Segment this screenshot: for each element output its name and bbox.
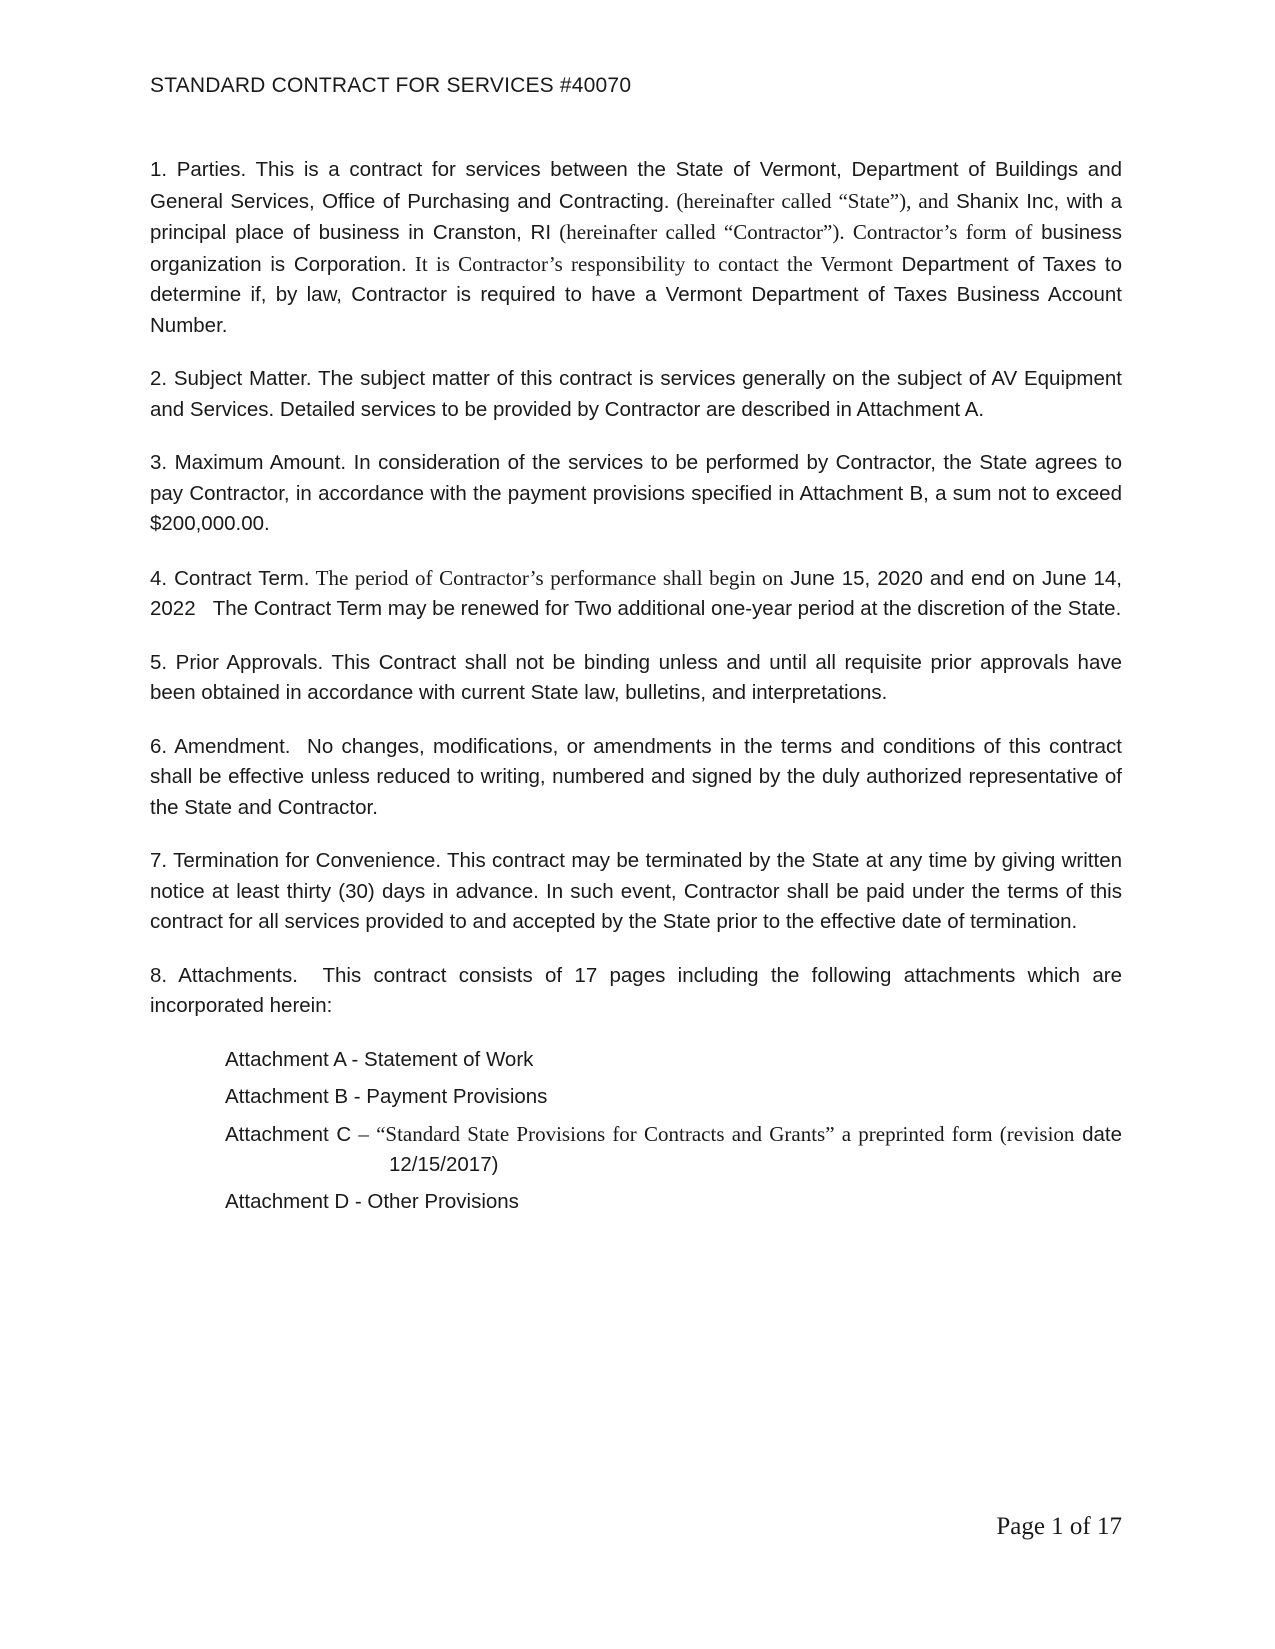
attachment-a: Attachment A - Statement of Work: [225, 1047, 534, 1071]
section-prior-approvals: 5. Prior Approvals. This Contract shall not be binding unless and until all requisite prior approvals have been obtained in accordance with current State law, bulletins, and interpretations.: [150, 650, 1122, 704]
attachment-b: Attachment B - Payment Provisions: [225, 1084, 548, 1108]
section-maximum-amount: 3. Maximum Amount. In consideration of the services to be performed by Contractor, the State agrees to pay Contractor, in accordance with the payment provisions specified in Attachment B, a sum not to exceed $200,000.00.: [150, 451, 1122, 535]
parties-text-4: (hereinafter called “Contractor”). Contractor’s form of: [551, 220, 1033, 244]
section-attachments: 8. Attachments. This contract consists of 17 pages including the following attachments which are incorporated herein:: [150, 963, 1122, 1017]
parties-text-1: 1. Parties. This is a contract for services between the State of Vermont, Department of Buildings and General Services, Office of Purchasing and Contracting.: [150, 158, 1122, 213]
section-contract-term: [150, 563, 1122, 625]
section-parties: [150, 155, 1122, 341]
parties-text-7: Department of Taxes to determine if, by law, Contractor is required to have a Vermont Department of Taxes Business Account Number.: [150, 252, 1122, 337]
attachment-c-title: – “Standard State Provisions for Contracts and Grants” a preprinted form (revision: [351, 1121, 1075, 1146]
attachment-c: [225, 1119, 1122, 1180]
contract-body: [150, 155, 1122, 1224]
page-header-title: STANDARD CONTRACT FOR SERVICES #40070: [150, 74, 632, 97]
parties-text-5: business organization is Corporation.: [150, 221, 1122, 276]
attachments-list: [225, 1045, 1122, 1217]
parties-text-6: It is Contractor’s responsibility to contact the Vermont: [406, 251, 893, 276]
section-amendment: 6. Amendment. No changes, modifications, or amendments in the terms and conditions of this contract shall be effective unless reduced to writing, numbered and signed by the duly authorized representative of the State and Contractor.: [150, 734, 1122, 819]
section-subject-matter: 2. Subject Matter. The subject matter of this contract is services generally on the subject of AV Equipment and Services. Detailed services to be provided by Contractor are described in Attachment A.: [150, 367, 1122, 421]
parties-text-3: Shanix Inc, with a principal place of business in Cranston, RI: [150, 189, 1122, 244]
term-text-3: June 15, 2020 and end on June 14, 2022 The Contract Term may be renewed for Two additional one-year period at the discretion of the State.: [150, 566, 1123, 620]
term-text-1: 4. Contract Term.: [150, 566, 310, 590]
section-termination: 7. Termination for Convenience. This contract may be terminated by the State at any time by giving written notice at least thirty (30) days in advance. In such event, Contractor shall be paid under the terms of this contract for all services provided to and accepted by the State prior to the effective date of termination.: [150, 849, 1122, 933]
attachment-c-date: date 12/15/2017): [389, 1122, 1122, 1176]
attachment-c-label: Attachment C: [225, 1122, 352, 1146]
parties-text-2: (hereinafter called “State”), and: [669, 188, 949, 213]
page-number: Page 1 of 17: [996, 1513, 1122, 1540]
attachment-d: Attachment D - Other Provisions: [225, 1189, 519, 1213]
term-text-2: The period of Contractor’s performance shall begin on: [309, 565, 784, 590]
